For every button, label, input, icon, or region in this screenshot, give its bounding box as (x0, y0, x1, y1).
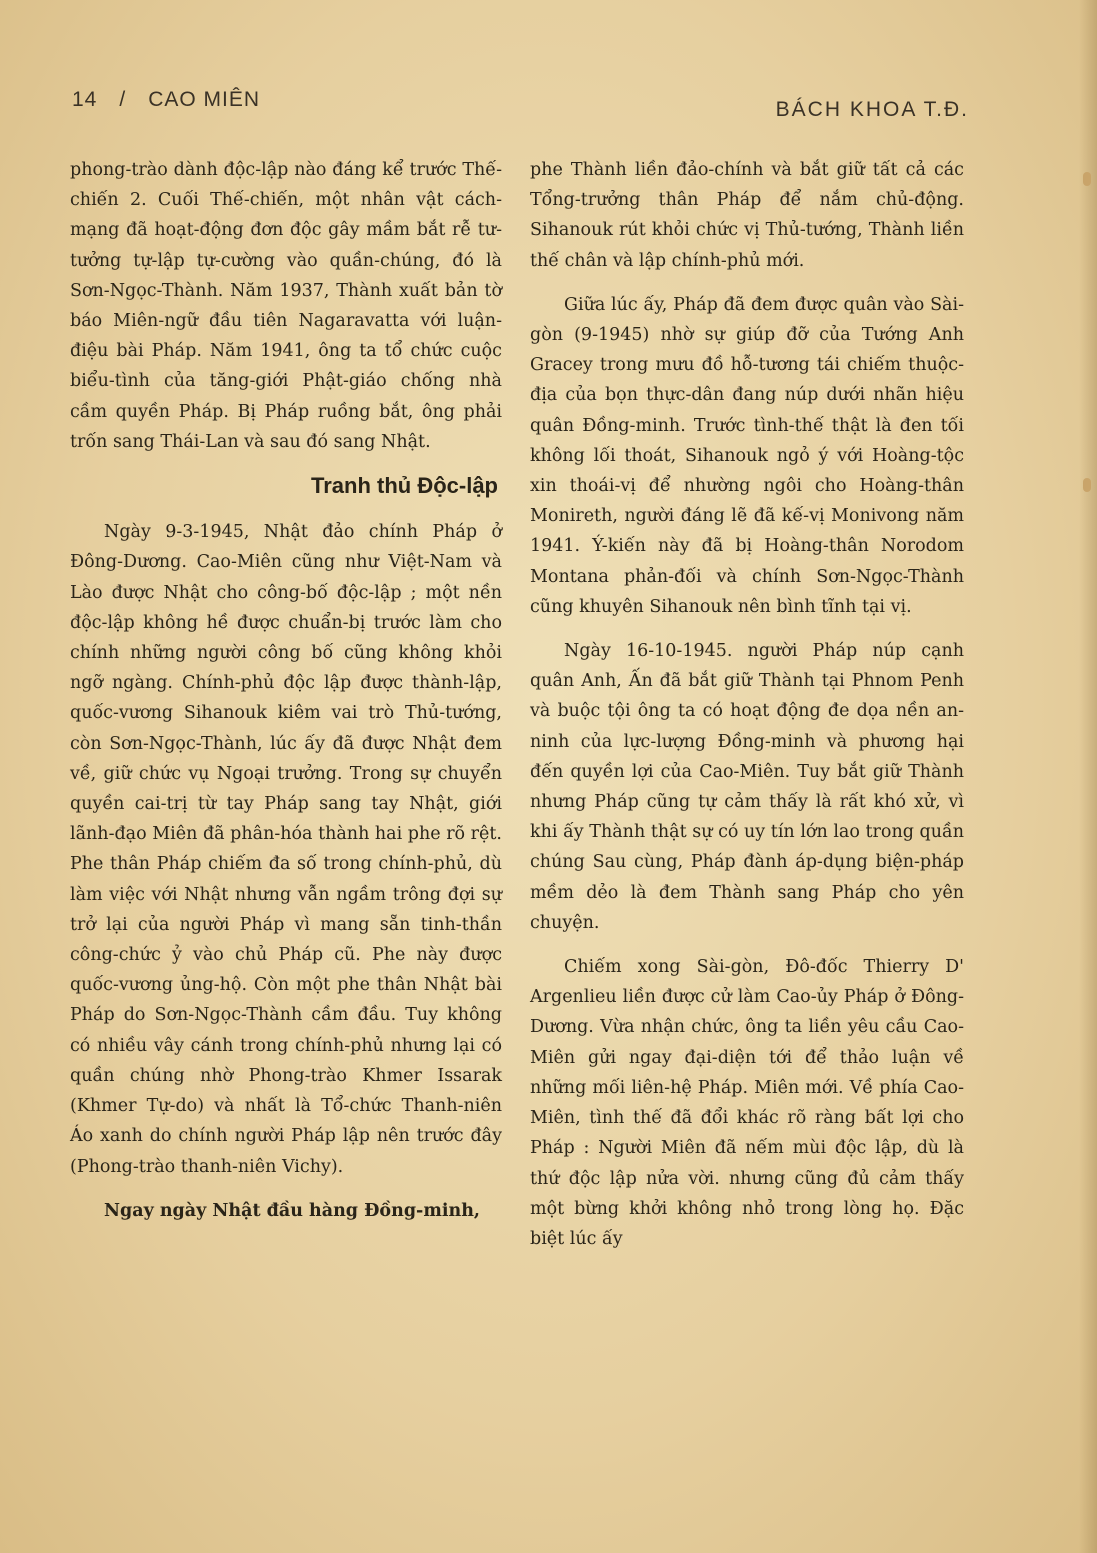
page-header (72, 88, 969, 128)
paragraph: Giữa lúc ấy, Pháp đã đem được quân vào Sài-gòn (9-1945) nhờ sự giúp đỡ của Tướng Anh Gracey trong mưu đồ hỗ-tương tái chiếm thuộc-địa của bọn thực-dân đang núp dưới nhãn hiệu quân Đồng-minh. Trước tình-thế thật là đen tối không lối thoát, Sihanouk ngỏ ý với Hoàng-tộc xin thoái-vị để nhường ngôi cho Hoàng-thân Monireth, người đáng lẽ đã kế-vị Monivong năm 1941. Ý-kiến này đã bị Hoàng-thân Norodom Montana phản-đối và chính Sơn-Ngọc-Thành cũng khuyên Sihanouk nên bình tĩnh tại vị. (530, 294, 964, 617)
page-edge-shadow (1079, 0, 1097, 1553)
margin-mark (1083, 172, 1091, 186)
right-column (530, 155, 964, 1254)
publication-name: BÁCH KHOA T.Đ. (775, 98, 969, 121)
paragraph: Ngày 9-3-1945, Nhật đảo chính Pháp ở Đông-Dương. Cao-Miên cũng như Việt-Nam và Lào được Nhật cho công-bố độc-lập ; một nền độc-lập không hề được chuẩn-bị trước làm cho chính những người công bố cũng không khỏi ngỡ ngàng. Chính-phủ độc lập được thành-lập, quốc-vương Sihanouk kiêm vai trò Thủ-tướng, còn Sơn-Ngọc-Thành, lúc ấy đã được Nhật đem về, giữ chức vụ Ngoại trưởng. Trong sự chuyển quyền cai-trị từ tay Pháp sang tay Nhật, giới lãnh-đạo Miên đã phân-hóa thành hai phe rõ rệt. Phe thân Pháp chiếm đa số trong chính-phủ, dù làm việc với Nhật nhưng vẫn ngầm trông đợi sự trở lại của người Pháp vì mang sẵn tinh-thần công-chức ỷ vào chủ Pháp cũ. Phe này được quốc-vương ủng-hộ. Còn một phe thân Nhật bài Pháp do Sơn-Ngọc-Thành cầm đầu. Tuy không có nhiều vây cánh trong chính-phủ nhưng lại có quần chúng nhờ Phong-trào Khmer Issarak (Khmer Tự-do) và nhất là Tổ-chức Thanh-niên Áo xanh do chính người Pháp lập nên trước đây (Phong-trào thanh-niên Vichy). (70, 522, 502, 1177)
page-number: 14 (72, 88, 98, 111)
header-separator: / (119, 88, 127, 111)
paragraph: Ngay ngày Nhật đầu hàng Đồng-minh, (104, 1200, 481, 1221)
paragraph: phe Thành liền đảo-chính và bắt giữ tất cả các Tổng-trưởng thân Pháp để nắm chủ-động. Sihanouk rút khỏi chức vị Thủ-tướng, Thành liền thế chân và lập chính-phủ mới. (530, 160, 964, 271)
paragraph: Ngày 16-10-1945. người Pháp núp cạnh quân Anh, Ấn đã bắt giữ Thành tại Phnom Penh và buộc tội ông ta có hoạt động đe dọa nền an-ninh của lực-lượng Đồng-minh và phương hại đến quyền lợi của Cao-Miên. Tuy bắt giữ Thành nhưng Pháp cũng tự cảm thấy là rất khó xử, vì khi ấy Thành thật sự có uy tín lớn lao trong quần chúng Sau cùng, Pháp đành áp-dụng biện-pháp mềm dẻo là đem Thành sang Pháp cho yên chuyện. (530, 641, 964, 933)
header-left (72, 88, 260, 112)
paragraph: Chiếm xong Sài-gòn, Đô-đốc Thierry D' Argenlieu liền được cử làm Cao-ủy Pháp ở Đông-Dương. Vừa nhận chức, ông ta liền yêu cầu Cao-Miên gửi ngay đại-diện tới để thảo luận về những mối liên-hệ Pháp. Miên mới. Về phía Cao-Miên, tình thế đã đổi khác rõ ràng bất lợi cho Pháp : Người Miên đã nếm mùi độc lập, dù là thứ độc lập nửa vời. nhưng cũng đủ cảm thấy một bừng khởi không nhỏ trong lòng họ. Đặc biệt lúc ấy (530, 957, 964, 1249)
margin-mark (1083, 478, 1091, 492)
left-column (70, 155, 502, 1226)
paragraph: phong-trào dành độc-lập nào đáng kể trước Thế-chiến 2. Cuối Thế-chiến, một nhân vật cách-mạng đã hoạt-động đơn độc gây mầm bắt rễ tư-tưởng tự-lập tự-cường vào quần-chúng, đó là Sơn-Ngọc-Thành. Năm 1937, Thành xuất bản tờ báo Miên-ngữ đầu tiên Nagaravatta với luận-điệu bài Pháp. Năm 1941, ông ta tổ chức cuộc biểu-tình của tăng-giới Phật-giáo chống nhà cầm quyền Pháp. Bị Pháp ruồng bắt, ông phải trốn sang Thái-Lan và sau đó sang Nhật. (70, 160, 502, 452)
section-name: CAO MIÊN (148, 88, 261, 111)
section-title: Tranh thủ Độc-lập (311, 473, 498, 499)
